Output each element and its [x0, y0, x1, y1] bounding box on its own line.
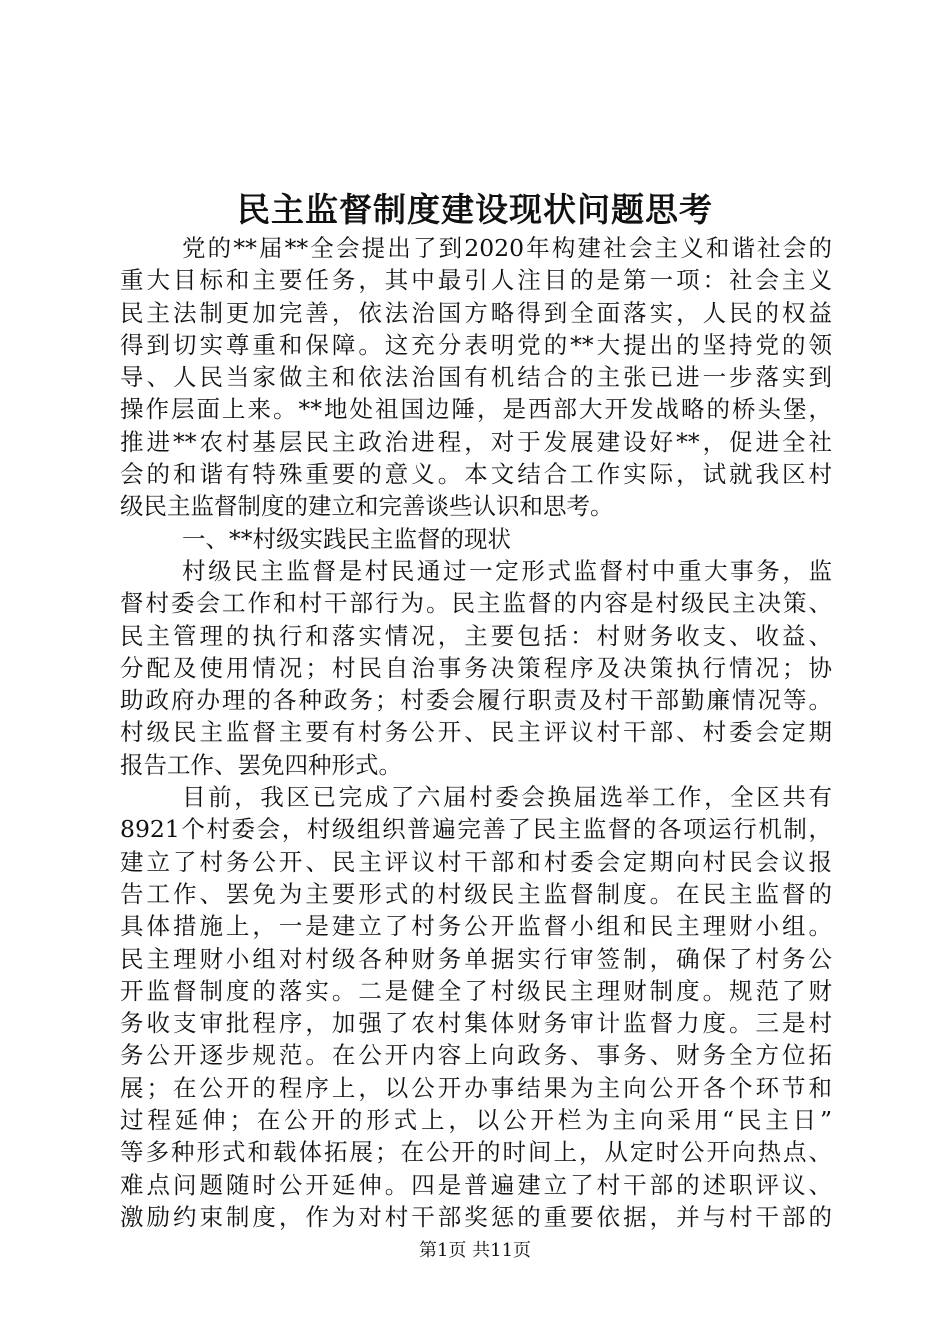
document-title: 民主监督制度建设现状问题思考	[237, 190, 713, 229]
body-line: 8921个村委会，村级组织普遍完善了民主监督的各项运行机制，	[120, 815, 832, 844]
body-line: 具体措施上，一是建立了村务公开监督小组和民主理财小组。	[120, 912, 832, 941]
document-body	[120, 232, 832, 1233]
body-line: 督村委会工作和村干部行为。民主监督的内容是村级民主决策、	[120, 589, 832, 618]
body-line: 激励约束制度，作为对村干部奖惩的重要依据，并与村干部的	[120, 1202, 832, 1231]
body-line: 民主理财小组对村级各种财务单据实行审签制，确保了村务公	[120, 944, 832, 973]
body-line: 得到切实尊重和保障。这充分表明党的**大提出的坚持党的领	[120, 330, 832, 359]
body-line: 村级民主监督主要有村务公开、民主评议村干部、村委会定期	[120, 718, 832, 747]
body-line: 一、**村级实践民主监督的现状	[182, 524, 511, 553]
body-line: 会的和谐有特殊重要的意义。本文结合工作实际，试就我区村	[120, 460, 832, 489]
body-line: 务公开逐步规范。在公开内容上向政务、事务、财务全方位拓	[120, 1041, 832, 1070]
body-line: 等多种形式和载体拓展；在公开的时间上，从定时公开向热点、	[120, 1138, 832, 1167]
body-line: 告工作、罢免为主要形式的村级民主监督制度。在民主监督的	[120, 879, 832, 908]
page-footer: 第1页 共11页	[418, 1240, 532, 1261]
body-line: 难点问题随时公开延伸。四是普遍建立了村干部的述职评议、	[120, 1170, 832, 1199]
body-line: 助政府办理的各种政务；村委会履行职责及村干部勤廉情况等。	[120, 686, 832, 715]
body-line: 重大目标和主要任务，其中最引人注目的是第一项：社会主义	[120, 266, 832, 295]
body-line: 推进**农村基层民主政治进程，对于发展建设好**，促进全社	[120, 427, 832, 456]
body-line: 过程延伸；在公开的形式上，以公开栏为主向采用“民主日”	[120, 1106, 832, 1135]
body-line: 报告工作、罢免四种形式。	[120, 750, 402, 779]
body-line: 级民主监督制度的建立和完善谈些认识和思考。	[120, 492, 614, 521]
body-line: 党的**届**全会提出了到2020年构建社会主义和谐社会的	[182, 234, 832, 262]
body-line: 导、人民当家做主和依法治国有机结合的主张已进一步落实到	[120, 363, 832, 392]
body-line: 开监督制度的落实。二是健全了村级民主理财制度。规范了财	[120, 976, 832, 1005]
body-line: 分配及使用情况；村民自治事务决策程序及决策执行情况；协	[120, 653, 832, 682]
body-line: 建立了村务公开、民主评议村干部和村委会定期向村民会议报	[120, 847, 832, 876]
body-line: 务收支审批程序，加强了农村集体财务审计监督力度。三是村	[120, 1009, 832, 1038]
body-line: 民主管理的执行和落实情况，主要包括：村财务收支、收益、	[120, 621, 832, 650]
body-line: 村级民主监督是村民通过一定形式监督村中重大事务，监	[182, 556, 832, 585]
body-line: 民主法制更加完善，依法治国方略得到全面落实，人民的权益	[120, 298, 832, 327]
body-line: 操作层面上来。**地处祖国边陲，是西部大开发战略的桥头堡，	[120, 395, 832, 424]
body-line: 展；在公开的程序上，以公开办事结果为主向公开各个环节和	[120, 1073, 832, 1102]
body-line: 目前，我区已完成了六届村委会换届选举工作，全区共有	[182, 783, 832, 812]
